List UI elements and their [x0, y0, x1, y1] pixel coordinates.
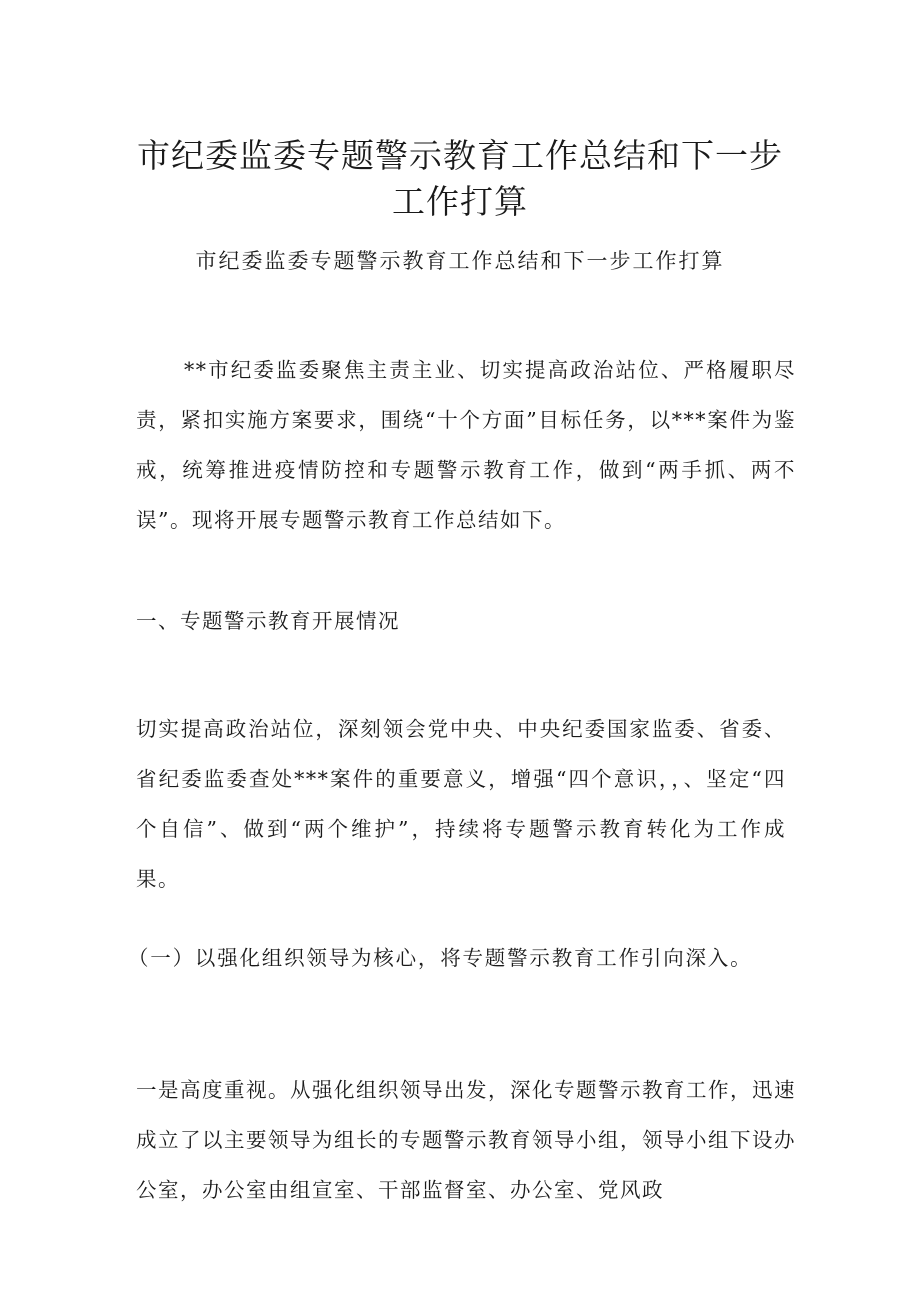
title-line-1: 市纪委监委专题警示教育工作总结和下一步	[137, 136, 783, 175]
title-line-2: 工作打算	[392, 182, 528, 221]
document-title	[100, 133, 820, 225]
document-subtitle: 市纪委监委专题警示教育工作总结和下一步工作打算	[195, 249, 725, 273]
subsection-paragraph: 一是高度重视。从强化组织领导出发，深化专题警示教育工作，迅速成立了以主要领导为组长的专题警示教育领导小组，领导小组下设办公室，办公室由组宣室、干部监督室、办公室、党风政	[136, 1078, 796, 1202]
subsection-heading: （一）以强化组织领导为核心，将专题警示教育工作引向深入。	[128, 946, 753, 970]
section-paragraph: 切实提高政治站位，深刻领会党中央、中央纪委国家监委、省委、省纪委监委查处***案件的重要意义，增强“四个意识，，、坚定“四个自信”、做到“两个维护”，持续将专题警示教育转化为工作成果。	[136, 717, 786, 891]
section-heading: 一、专题警示教育开展情况	[136, 609, 400, 633]
intro-paragraph: **市纪委监委聚焦主责主业、切实提高政治站位、严格履职尽责，紧扣实施方案要求，围绕“十个方面”目标任务，以***案件为鉴戒，统筹推进疫情防控和专题警示教育工作，做到“两手抓、两不误”。现将开展专题警示教育工作总结如下。	[136, 358, 796, 532]
